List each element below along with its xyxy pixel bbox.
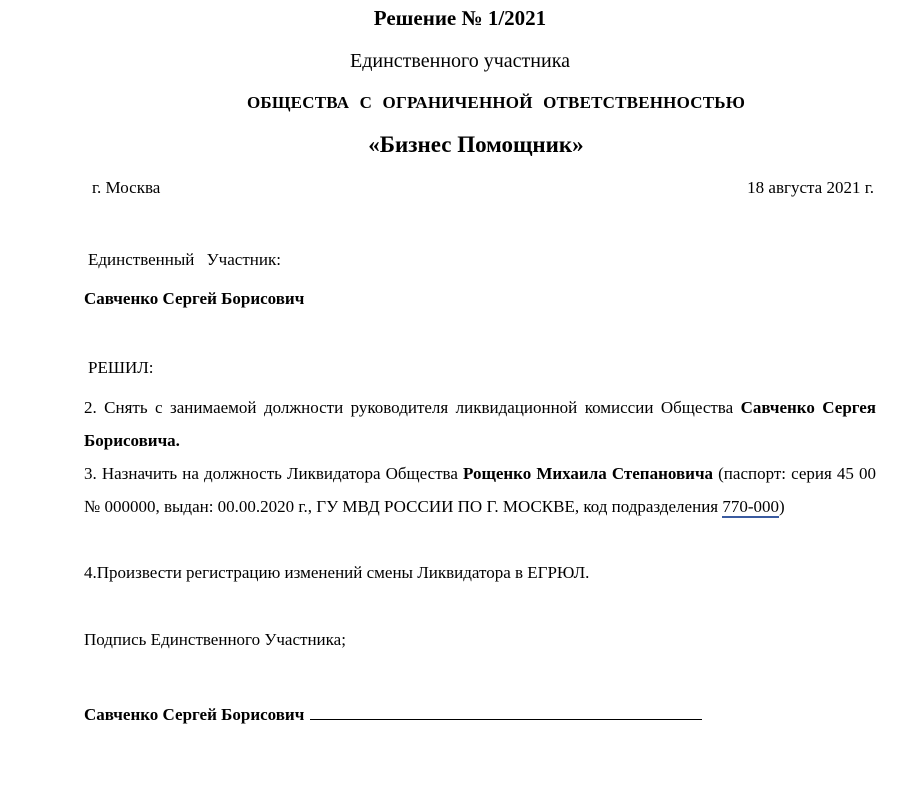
city: г. Москва xyxy=(92,178,161,197)
decision-item-3 xyxy=(84,457,876,523)
date: 18 августа 2021 г. xyxy=(747,178,874,197)
signature-label: Подпись Единственного Участника; xyxy=(84,630,346,649)
decision-item-3-close: ) xyxy=(779,497,785,516)
division-code-link[interactable]: 770-000 xyxy=(722,497,780,516)
decision-item-4: 4.Произвести регистрацию изменений смены Ликвидатора в ЕГРЮЛ. xyxy=(84,563,590,582)
org-type: ОБЩЕСТВА С ОГРАНИЧЕННОЙ ОТВЕТСТВЕННОСТЬЮ xyxy=(246,93,746,112)
decision-item-3-passport: (паспорт: серия 45 00 № 000000, выдан: 00.00.2020 г., ГУ МВД РОССИИ ПО Г. МОСКВЕ, код подразделения xyxy=(84,464,877,516)
decision-item-3-name: Рощенко Михаила Степановича xyxy=(463,464,714,483)
document-title: Решение № 1/2021 xyxy=(373,6,547,30)
document-subtitle: Единственного участника xyxy=(350,50,570,72)
participant-label: Единственный Участник: xyxy=(88,250,281,269)
signature-row xyxy=(84,703,702,725)
signature-name: Савченко Сергей Борисович xyxy=(84,705,305,724)
decision-item-2-text: 2. Снять с занимаемой должности руководителя ликвидационной комиссии Общества xyxy=(84,398,741,417)
signature-line xyxy=(310,703,702,720)
decision-heading: РЕШИЛ: xyxy=(88,358,154,377)
decision-item-2 xyxy=(84,391,876,457)
org-name: «Бизнес Помощник» xyxy=(368,132,584,157)
decision-item-3-text: 3. Назначить на должность Ликвидатора Общества xyxy=(84,464,463,483)
participant-name: Савченко Сергей Борисович xyxy=(84,289,305,308)
decision-item-2-name: Савченко Сергея Борисовича. xyxy=(84,398,877,450)
